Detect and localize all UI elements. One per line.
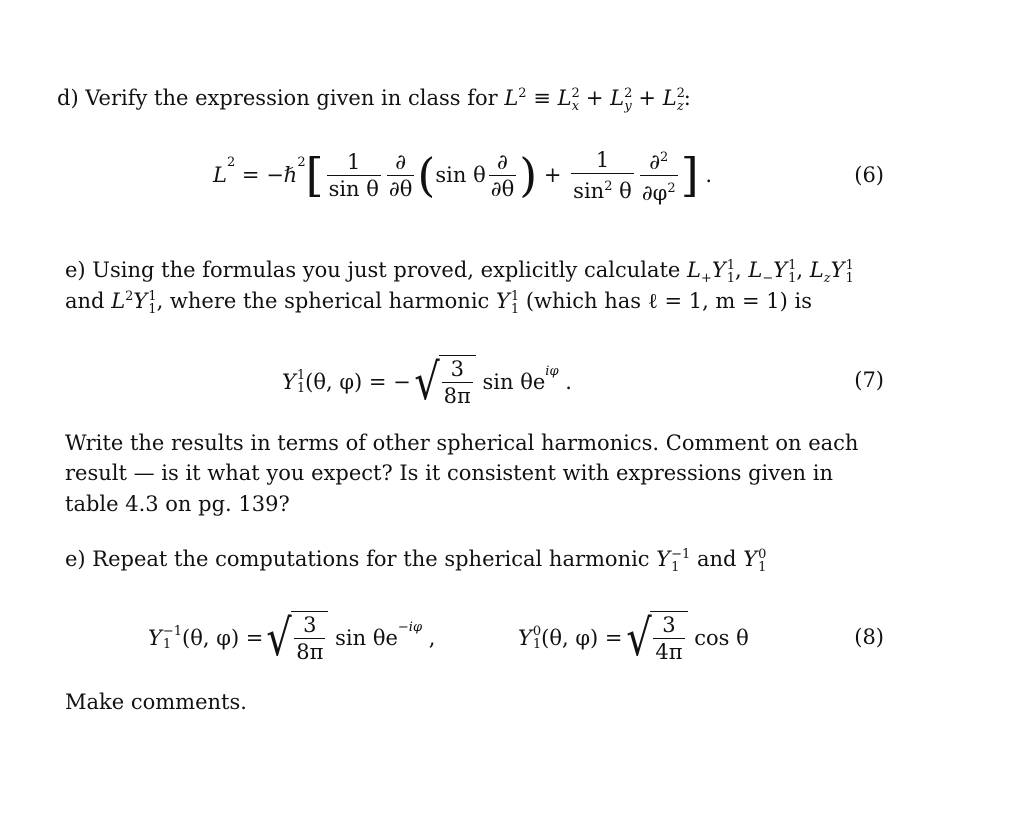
part-d-line: d) Verify the expression given in class for $L^2 \equiv L^2_x + L^2_y + L^2_z$: (57, 86, 691, 115)
equation-7: Y 1 1 (θ, φ) = − √ $\frac{3}{8\pi}$ sin θe $^{i\varphi}$ . (282, 353, 572, 411)
part-e-line-2: and $L^2Y$ 1 1 , where the spherical harmonic Y 1 1 (which has ℓ = 1, m = 1) is (65, 288, 813, 317)
equation-8-left: Y −1 1 (θ, φ) = √ $\frac{3}{8\pi}$ sin θe $^{-i\varphi}$ , (148, 609, 436, 667)
equation-number-6: (6) (854, 163, 884, 187)
equation-number-7: (7) (854, 368, 884, 392)
equation-8-right: Y 0 1 (θ, φ) = √ $\frac{3}{4\pi}$ cos θ (518, 609, 749, 667)
part-e2-line: e) Repeat the computations for the spherical harmonic Y −1 1 and Y 0 1 (65, 546, 767, 575)
equation-6: L $^2$ = −ℏ $^2$ [ $\frac{1}{\text{sin θ}}$ $\frac{\partial}{\partial\theta}$ ( sin θ $\frac{\partial}{\partial\theta}$ ) + $\frac{1}{\sin^2 \theta}$ $\frac{\partial^2}{\partial\varphi^2}$ ] . (213, 147, 713, 205)
paragraph-line-3: table 4.3 on pg. 139? (65, 492, 290, 516)
part-e-line-1: e) Using the formulas you just proved, explicitly calculate $L_+Y$ 1 1 , $L_-Y$ 1 1 , $L_zY$ 1 1 (65, 257, 854, 287)
closing-text: Make comments. (65, 690, 247, 714)
paragraph-line-2: result — is it what you expect? Is it consistent with expressions given in (65, 461, 833, 485)
equation-number-8: (8) (854, 625, 884, 649)
part-d-text: d) Verify the expression given in class for (57, 86, 498, 110)
paragraph-line-1: Write the results in terms of other spherical harmonics. Comment on each (65, 431, 859, 455)
